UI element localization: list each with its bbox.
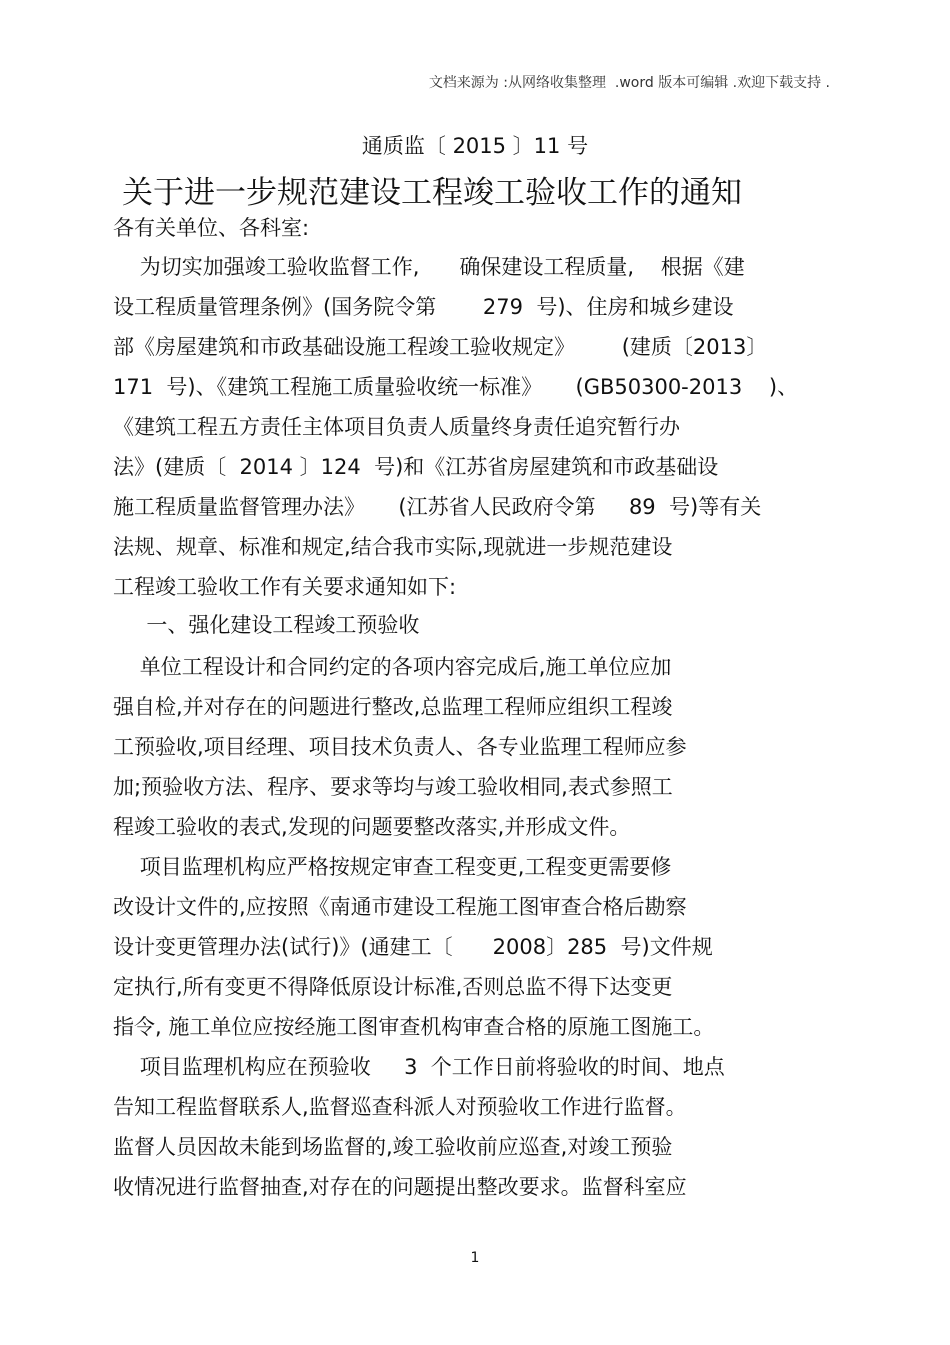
body-line: 监督人员因故未能到场监督的,竣工验收前应巡查,对竣工预验 bbox=[113, 1135, 673, 1159]
header-note: 文档来源为 :从网络收集整理 .word 版本可编辑 .欢迎下载支持 . bbox=[428, 75, 830, 91]
body-line: 法规、规章、标准和规定,结合我市实际,现就进一步规范建设 bbox=[113, 535, 673, 559]
document-number: 通质监〔 2015 〕11 号 bbox=[361, 134, 589, 158]
body-line: 工预验收,项目经理、项目技术负责人、各专业监理工程师应参 bbox=[113, 735, 687, 759]
salutation-line: 各有关单位、各科室: bbox=[113, 216, 310, 240]
section-heading: 一、强化建设工程竣工预验收 bbox=[113, 613, 420, 637]
body-line: 告知工程监督联系人,监督巡查科派人对预验收工作进行监督。 bbox=[113, 1095, 687, 1119]
body-line: 项目监理机构应严格按规定审查工程变更,工程变更需要修 bbox=[113, 855, 672, 879]
body-line: 《建筑工程五方责任主体项目负责人质量终身责任追究暂行办 bbox=[113, 415, 680, 439]
document-title: 关于进一步规范建设工程竣工验收工作的通知 bbox=[122, 175, 742, 211]
body-line: 为切实加强竣工验收监督工作, 确保建设工程质量, 根据《建 bbox=[113, 255, 745, 279]
body-line: 单位工程设计和合同约定的各项内容完成后,施工单位应加 bbox=[113, 655, 672, 679]
body-line: 设计变更管理办法(试行)》(通建工〔 2008〕285 号)文件规 bbox=[113, 935, 713, 959]
body-line: 定执行,所有变更不得降低原设计标准,否则总监不得下达变更 bbox=[113, 975, 673, 999]
body-line: 法》(建质〔 2014 〕124 号)和《江苏省房屋建筑和市政基础设 bbox=[113, 455, 719, 479]
body-line: 收情况进行监督抽查,对存在的问题提出整改要求。监督科室应 bbox=[113, 1175, 687, 1199]
body-line: 施工程质量监督管理办法》 (江苏省人民政府令第 89 号)等有关 bbox=[113, 495, 762, 519]
body-line: 加;预验收方法、程序、要求等均与竣工验收相同,表式参照工 bbox=[113, 775, 673, 799]
body-line: 指令, 施工单位应按经施工图审查机构审查合格的原施工图施工。 bbox=[113, 1015, 715, 1039]
body-line: 工程竣工验收工作有关要求通知如下: bbox=[113, 575, 457, 599]
body-line: 部《房屋建筑和市政基础设施工程竣工验收规定》 (建质〔2013〕 bbox=[113, 335, 768, 359]
body-line: 程竣工验收的表式,发现的问题要整改落实,并形成文件。 bbox=[113, 815, 631, 839]
body-line: 设工程质量管理条例》(国务院令第 279 号)、住房和城乡建设 bbox=[113, 295, 734, 319]
page-number: 1 bbox=[470, 1250, 480, 1266]
body-line: 171 号)、《建筑工程施工质量验收统一标准》 (GB50300-2013 )、 bbox=[113, 375, 799, 399]
body-line: 改设计文件的,应按照《南通市建设工程施工图审查合格后勘察 bbox=[113, 895, 687, 919]
body-line: 项目监理机构应在预验收 3 个工作日前将验收的时间、地点 bbox=[113, 1055, 725, 1079]
body-line: 强自检,并对存在的问题进行整改,总监理工程师应组织工程竣 bbox=[113, 695, 673, 719]
